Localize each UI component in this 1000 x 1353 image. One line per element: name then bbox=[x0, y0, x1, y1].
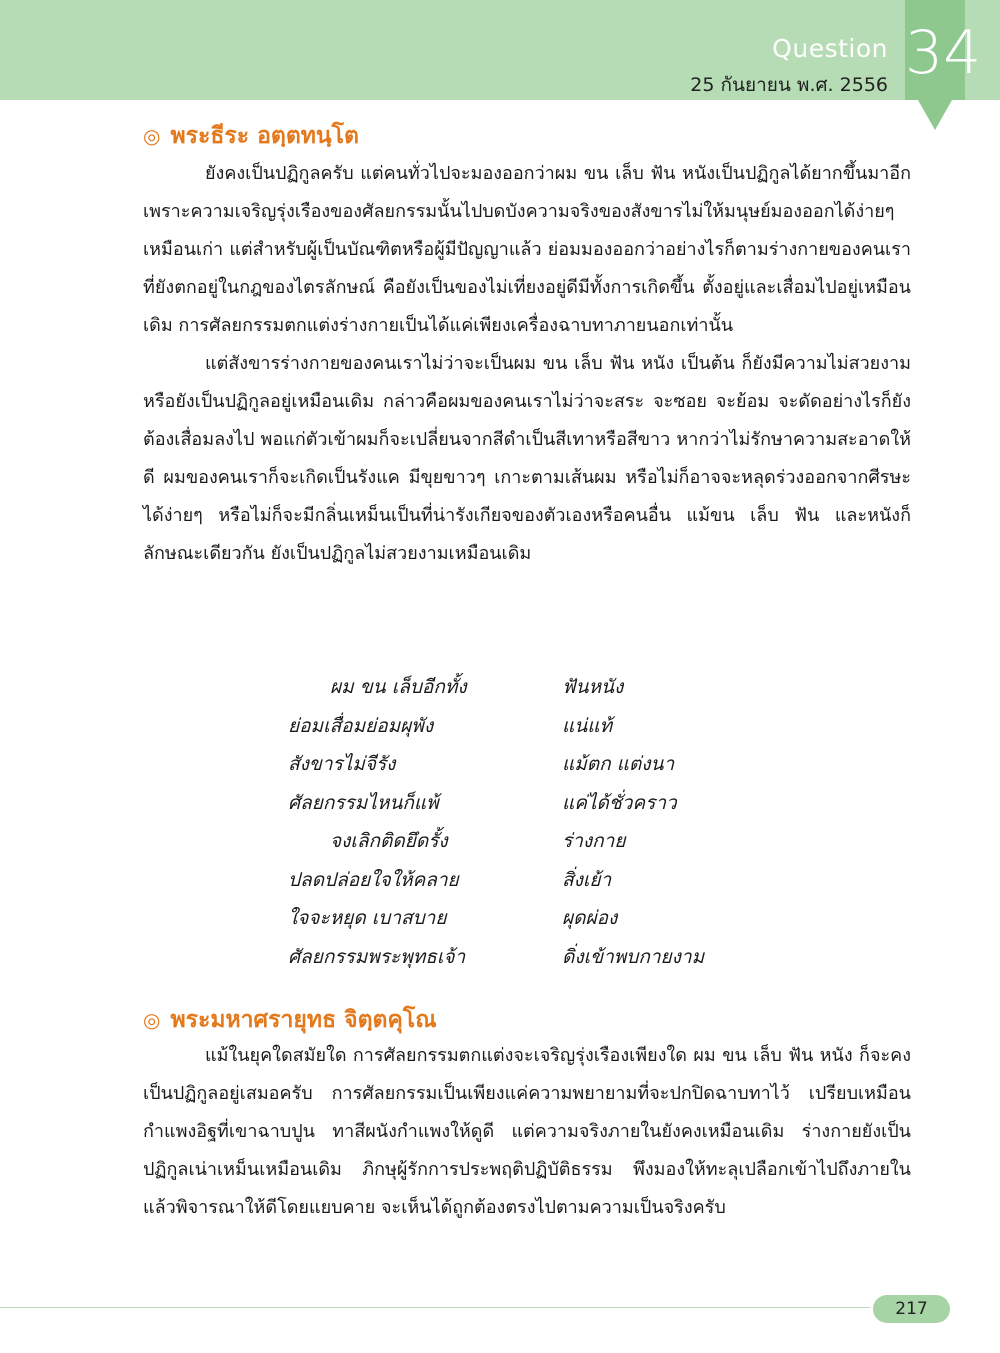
question-date: 25 กันยายน พ.ศ. 2556 bbox=[690, 74, 888, 96]
poem-line: ย่อมเสื่อมย่อมผุพัง แน่แท้ bbox=[288, 714, 613, 737]
question-number: 34 bbox=[905, 18, 982, 88]
question-label: Question bbox=[772, 34, 888, 63]
paragraph: แต่สังขารร่างกายของคนเราไม่ว่าจะเป็นผม ขน เล็บ ฟัน หนัง เป็นต้น ก็ยังมีความไม่สวยงามหรือยังเป็นปฏิกูลอยู่เหมือนเดิม กล่าวคือผมของคนเราไม่ว่าจะสระ จะซอย จะย้อม จะดัดอย่างไรก็ยังต้องเสื่อมลงไป พอแก่ตัวเข้าผมก็จะเปลี่ยนจากสีดำเป็นสีเทาหรือสีขาว หากว่าไม่รักษาความสะอาดให้ดี ผมของคนเราก็จะเกิดเป็นรังแค มีขุยขาวๆ เกาะตามเส้นผม หรือไม่ก็อาจจะหลุดร่วงออกจากศีรษะได้ง่ายๆ หรือไม่ก็จะมีกลิ่นเหม็นเป็นที่น่ารังเกียจของตัวเองหรือคนอื่น แม้ขน เล็บ ฟัน และหนังก็ลักษณะเดียวกัน ยังเป็นปฏิกูลไม่สวยงามเหมือนเดิม bbox=[143, 353, 911, 564]
poem bbox=[288, 668, 758, 976]
poem-line: จงเลิกติดยึดรั้ง ร่างกาย bbox=[330, 830, 626, 853]
poem-line: ผม ขน เล็บอีกทั้ง ฟันหนัง bbox=[330, 676, 624, 699]
poem-line: ศัลยกรรมไหนก็แพ้ แค่ได้ชั่วคราว bbox=[288, 791, 677, 814]
poem-line: ศัลยกรรมพระพุทธเจ้า ดิ่งเข้าพบกายงาม bbox=[288, 945, 705, 968]
poem-line: ปลดปล่อยใจให้คลาย สิ่งเย้า bbox=[288, 868, 612, 891]
section-title: พระธีระ อตฺตทนฺโต bbox=[170, 123, 359, 149]
poem-line: ใจจะหยุด เบาสบาย ผุดผ่อง bbox=[288, 907, 618, 930]
question-tab-pointer bbox=[918, 100, 952, 130]
section-heading-1 bbox=[143, 118, 359, 154]
footer-rule bbox=[0, 1307, 870, 1308]
section-body-2 bbox=[143, 1037, 911, 1227]
paragraph: แม้ในยุคใดสมัยใด การศัลยกรรมตกแต่งจะเจริญรุ่งเรืองเพียงใด ผม ขน เล็บ ฟัน หนัง ก็จะคงเป็นปฏิกูลอยู่เสมอครับ การศัลยกรรมเป็นเพียงแค่ความพยายามที่จะปกปิดฉาบทาไว้ เปรียบเหมือนกำแพงอิฐที่เขาฉาบปูน ทาสีผนังกำแพงให้ดูดี แต่ความจริงภายในยังคงเหมือนเดิม ร่างกายยังเป็นปฏิกูลเน่าเหม็นเหมือนเดิม ภิกษุผู้รักการประพฤติปฏิบัติธรรม พึงมองให้ทะลุเปลือกเข้าไปถึงภายในแล้วพิจารณาให้ดีโดยแยบคาย จะเห็นได้ถูกต้องตรงไปตามความเป็นจริงครับ bbox=[143, 1045, 911, 1218]
section-title: พระมหาศรายุทธ จิตฺตคุโณ bbox=[170, 1007, 437, 1033]
paragraph: ยังคงเป็นปฏิกูลครับ แต่คนทั่วไปจะมองออกว่าผม ขน เล็บ ฟัน หนังเป็นปฏิกูลได้ยากขึ้นมาอีก เพราะความเจริญรุ่งเรืองของศัลยกรรมนั้นไปบดบังความจริงของสังขารไม่ให้มนุษย์มองออกได้ง่ายๆ เหมือนเก่า แต่สำหรับผู้เป็นบัณฑิตหรือผู้มีปัญญาแล้ว ย่อมมองออกว่าอย่างไรก็ตามร่างกายของคนเราที่ยังตกอยู่ในกฎของไตรลักษณ์ คือยังเป็นของไม่เที่ยงอยู่ดีมีทั้งการเกิดขึ้น ตั้งอยู่และเสื่อมไปอยู่เหมือนเดิม การศัลยกรรมตกแต่งร่างกายเป็นได้แค่เพียงเครื่องฉาบทาภายนอกเท่านั้น bbox=[143, 163, 911, 336]
section-heading-2 bbox=[143, 1002, 437, 1038]
poem-line: สังขารไม่จีรัง แม้ตก แต่งนา bbox=[288, 753, 675, 776]
bullet-icon: ◎ bbox=[143, 1008, 161, 1032]
section-body-1 bbox=[143, 155, 911, 573]
bullet-icon: ◎ bbox=[143, 124, 161, 148]
page-number: 217 bbox=[873, 1295, 950, 1323]
